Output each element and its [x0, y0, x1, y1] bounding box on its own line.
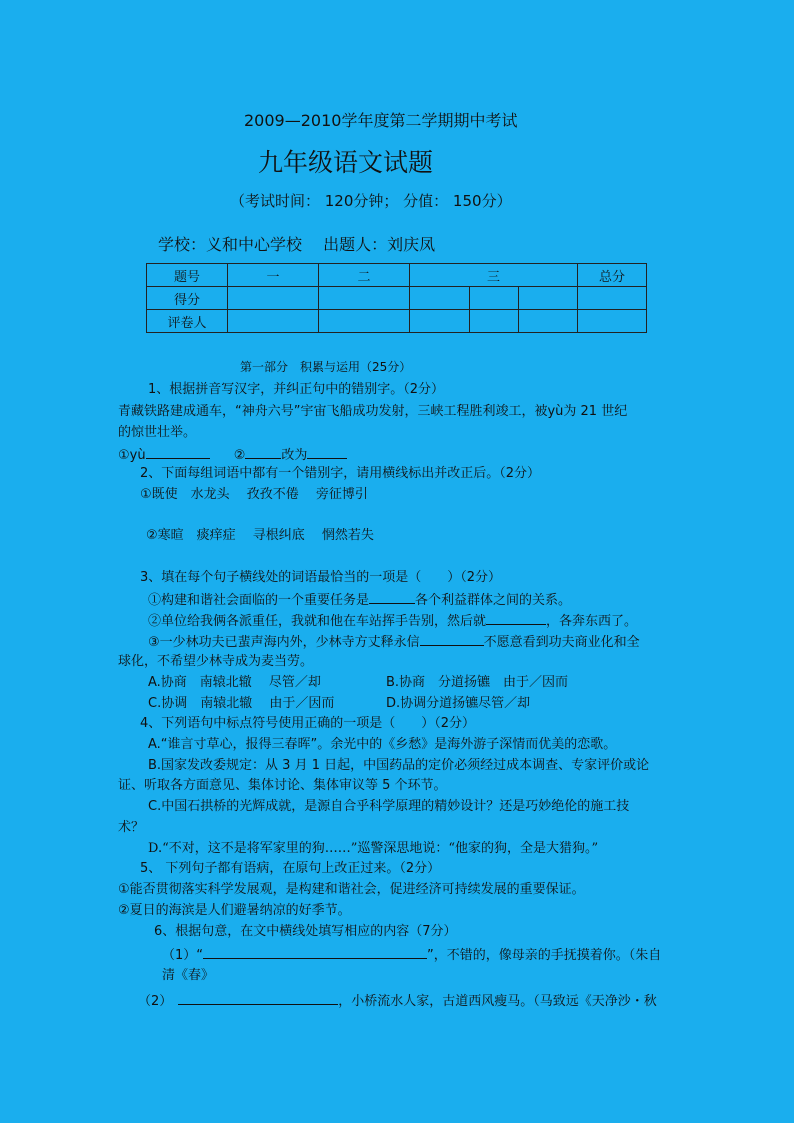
- exam-title: 2009—2010学年度第二学期期中考试: [244, 111, 518, 130]
- q3-sentence-cont: 球化，不希望少林寺成为麦当劳。: [118, 654, 314, 669]
- score-cell: [470, 310, 519, 333]
- answer-blank[interactable]: [307, 446, 347, 459]
- q2-stem: 2、下面每组词语中都有一个错别字，请用横线标出并改正后。（2分）: [140, 466, 541, 481]
- q6-item: [162, 946, 661, 964]
- row-label-score: 得分: [147, 287, 228, 310]
- q3-sentence-text: 各个利益群体之间的关系。: [415, 593, 572, 608]
- answer-blank[interactable]: [420, 633, 484, 646]
- exam-info: （考试时间： 120分钟； 分值： 150分）: [230, 192, 512, 210]
- q4-option-b: B.国家发改委规定：从 3 月 1 日起，中国药品的定价必须经过成本调查、专家评价或论: [148, 758, 650, 773]
- score-cell: [519, 287, 578, 310]
- table-header-col-1: 一: [228, 264, 319, 287]
- q3-option-b: B.协商 分道扬镳 由于／因而: [386, 675, 569, 690]
- score-cell: [228, 310, 319, 333]
- score-cell: [410, 310, 470, 333]
- q5-sentence: ①能否贯彻落实科学发展观，是构建和谐社会，促进经济可持续发展的重要保证。: [118, 882, 585, 897]
- q3-sentence: [148, 591, 571, 609]
- q6-item-text: （2）: [138, 994, 173, 1009]
- q3-sentence-text: ，各奔东西了。: [546, 614, 638, 629]
- q2-line: ①既使 水龙头 孜孜不倦 旁征博引: [140, 487, 368, 502]
- q6-item-text: ”，不错的，像母亲的手抚摸着你。（朱自: [427, 948, 662, 963]
- answer-blank[interactable]: [203, 946, 427, 959]
- q5-stem: 5、 下列句子都有语病，在原句上改正过来。（2分）: [140, 861, 441, 876]
- q3-sentence: [148, 633, 640, 651]
- score-cell: [578, 310, 647, 333]
- table-header-label: 题号: [147, 264, 228, 287]
- q1-stem: 1、根据拼音写汉字，并纠正句中的错别字。（2分）: [148, 382, 445, 397]
- q1-answer-label: ①yù: [118, 448, 146, 463]
- school-info: 学校：义和中心学校 出题人：刘庆凤: [158, 235, 436, 254]
- score-cell: [519, 310, 578, 333]
- q1-answer-mid: 改为: [281, 448, 308, 463]
- q3-option-d: D.协调分道扬镳尽管／却: [386, 696, 531, 711]
- q3-sentence-text: 不愿意看到功夫商业化和全: [483, 635, 640, 650]
- q6-item-cont: 清《春》: [162, 968, 215, 983]
- score-cell: [578, 287, 647, 310]
- answer-blank[interactable]: [486, 612, 546, 625]
- table-header-col-3: 三: [410, 264, 578, 287]
- q3-sentence-text: ②单位给我俩各派重任，我就和他在车站挥手告别，然后就: [148, 614, 487, 629]
- q6-item: [138, 992, 657, 1010]
- answer-blank[interactable]: [146, 446, 210, 459]
- q2-line: ②寒暄 痰痒症 寻根纠底 惘然若失: [146, 528, 374, 543]
- subject-title: 九年级语文试题: [258, 148, 434, 177]
- q3-stem: 3、填在每个句子横线处的词语最恰当的一项是（ ）（2分）: [140, 570, 502, 585]
- q1-text-line: 青藏铁路建成通车，“神舟六号”宇宙飞船成功发射，三峡工程胜利竣工，被yù为 21 世纪: [118, 404, 628, 419]
- q5-sentence: ②夏日的海滨是人们避暑纳凉的好季节。: [118, 903, 351, 918]
- score-cell: [410, 287, 470, 310]
- row-label-grader: 评卷人: [147, 310, 228, 333]
- table-header-col-2: 二: [319, 264, 410, 287]
- q3-sentence: [148, 612, 637, 630]
- q1-text-line: 的惊世壮举。: [118, 425, 197, 440]
- answer-blank[interactable]: [245, 446, 281, 459]
- answer-blank[interactable]: [369, 591, 415, 604]
- score-table-row: [147, 287, 647, 310]
- q1-answer-label: ②: [233, 448, 246, 463]
- q6-stem: 6、根据句意，在文中横线处填写相应的内容（7分）: [154, 924, 457, 939]
- table-header-col-total: 总分: [578, 264, 647, 287]
- q3-sentence-text: ③一少林功夫已蜚声海内外，少林寺方丈释永信: [148, 635, 420, 650]
- q4-option-c-cont: 术？: [118, 820, 145, 835]
- section-title: 第一部分 积累与运用（25分）: [240, 360, 412, 374]
- score-table: [146, 263, 647, 333]
- score-cell: [319, 287, 410, 310]
- q4-stem: 4、下列语句中标点符号使用正确的一项是（ ）（2分）: [140, 716, 476, 731]
- score-table-row: [147, 310, 647, 333]
- q3-sentence-text: ①构建和谐社会面临的一个重要任务是: [148, 593, 370, 608]
- q4-option-c: C.中国石拱桥的光辉成就，是源自合乎科学原理的精妙设计？还是巧妙绝伦的施工技: [148, 799, 630, 814]
- score-cell: [319, 310, 410, 333]
- score-cell: [470, 287, 519, 310]
- q6-item-text: （1）“: [162, 948, 204, 963]
- score-cell: [228, 287, 319, 310]
- q1-answer-line: [118, 446, 347, 464]
- score-table-header-row: [147, 264, 647, 287]
- q4-option-b-cont: 证、听取各方面意见、集体讨论、集体审议等 5 个环节。: [118, 778, 447, 793]
- q4-option-d: D.“不对，这不是将军家里的狗……”巡警深思地说：“他家的狗，全是大猎狗。”: [148, 841, 599, 856]
- q6-item-text: ，小桥流水人家，古道西风瘦马。（马致远《天净沙・秋: [338, 994, 657, 1009]
- q3-option-a: A.协商 南辕北辙 尽管／却: [148, 675, 321, 690]
- q3-option-c: C.协调 南辕北辙 由于／因而: [148, 696, 335, 711]
- answer-blank[interactable]: [178, 992, 338, 1005]
- q4-option-a: A.“谁言寸草心，报得三春晖”。余光中的《乡愁》是海外游子深情而优美的恋歌。: [148, 737, 617, 752]
